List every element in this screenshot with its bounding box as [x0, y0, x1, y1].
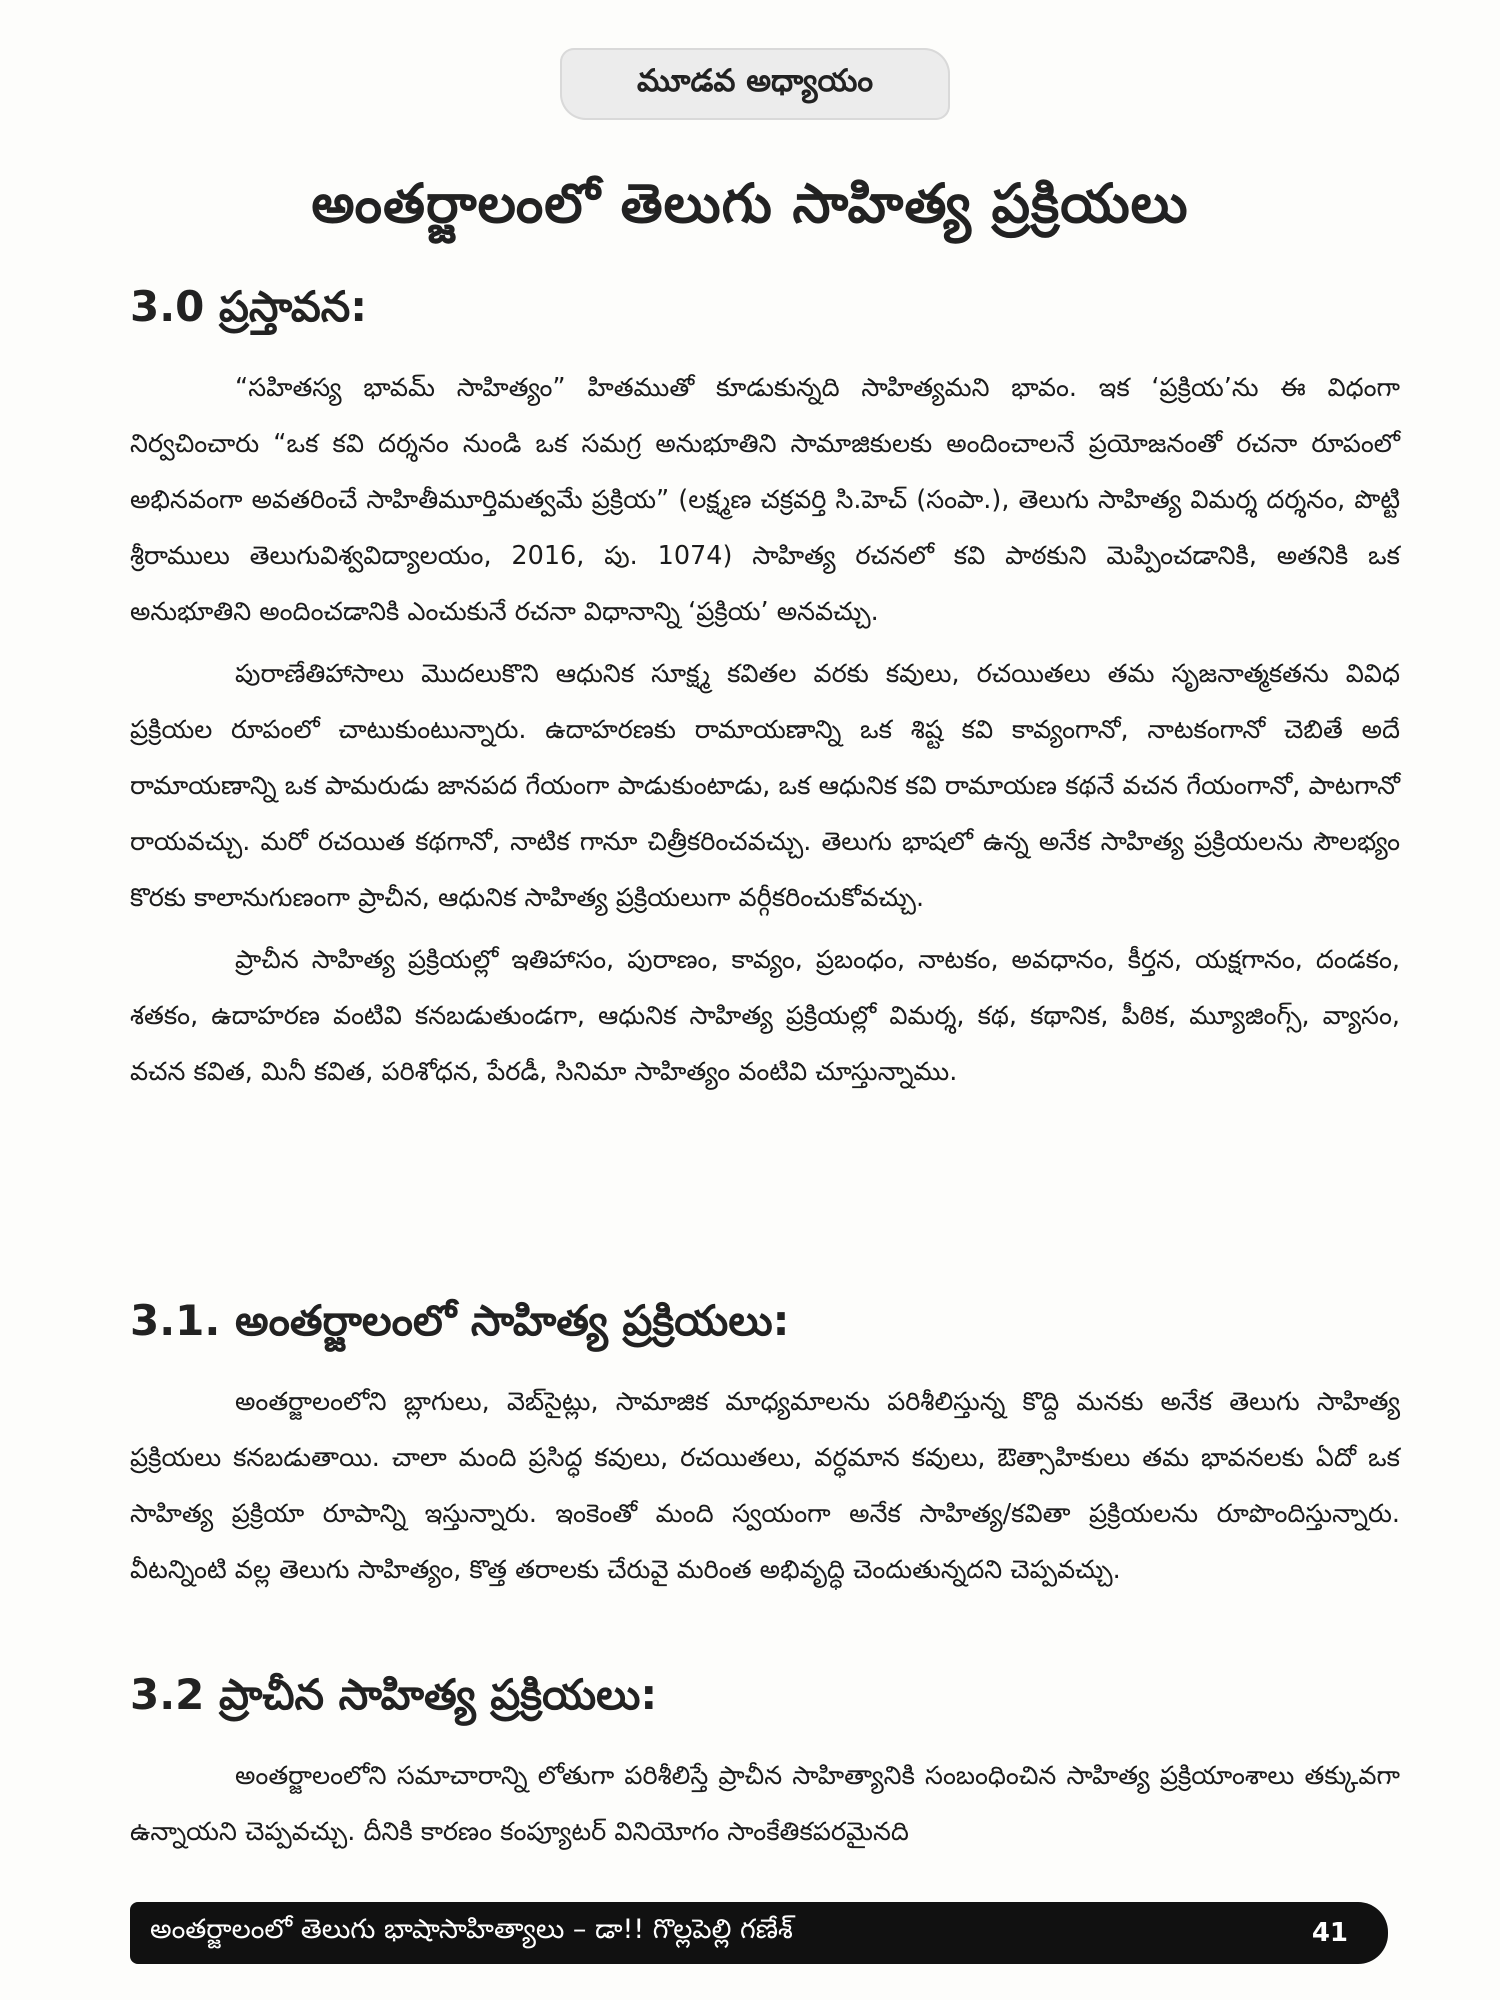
- section-3-2: [130, 1670, 1400, 1866]
- paragraph: “సహితస్య భావమ్ సాహిత్యం” హితముతో కూడుకున్నది సాహిత్యమని భావం. ఇక ‘ప్రక్రియ’ను ఈ విధంగా నిర్వచించారు “ఒక కవి దర్శనం నుండి ఒక సమగ్ర అనుభూతిని సామాజికులకు అందించాలనే ప్రయోజనంతో రచనా రూపంలో అభినవంగా అవతరించే సాహితీమూర్తిమత్వమే ప్రక్రియ” (లక్ష్మణ చక్రవర్తి సి.హెచ్ (సంపా.), తెలుగు సాహిత్య విమర్శ దర్శనం, పొట్టి శ్రీరాములు తెలుగువిశ్వవిద్యాలయం, 2016, పు. 1074) సాహిత్య రచనలో కవి పాఠకుని మెప్పించడానికి, అతనికి ఒక అనుభూతిని అందించడానికి ఎంచుకునే రచనా విధానాన్ని ‘ప్రక్రియ’ అనవచ్చు.: [130, 373, 1400, 627]
- section-3-0: [130, 282, 1400, 1106]
- paragraph: పురాణేతిహాసాలు మొదలుకొని ఆధునిక సూక్ష్మ కవితల వరకు కవులు, రచయితలు తమ సృజనాత్మకతను వివిధ ప్రక్రియల రూపంలో చాటుకుంటున్నారు. ఉదాహరణకు రామాయణాన్ని ఒక శిష్ట కవి కావ్యంగానో, నాటకంగానో చెబితే అదే రామాయణాన్ని ఒక పామరుడు జానపద గేయంగా పాడుకుంటాడు, ఒక ఆధునిక కవి రామాయణ కథనే వచన గేయంగానో, పాటగానో రాయవచ్చు. మరో రచయిత కథగానో, నాటిక గానూ చిత్రీకరించవచ్చు. తెలుగు భాషలో ఉన్న అనేక సాహిత్య ప్రక్రియలను సౌలభ్యం కొరకు కాలానుగుణంగా ప్రాచీన, ఆధునిక సాహిత్య ప్రక్రియలుగా వర్గీకరించుకోవచ్చు.: [130, 659, 1400, 913]
- paragraph: అంతర్జాలంలోని బ్లాగులు, వెబ్‌సైట్లు, సామాజిక మాధ్యమాలను పరిశీలిస్తున్న కొద్ది మనకు అనేక తెలుగు సాహిత్య ప్రక్రియలు కనబడుతాయి. చాలా మంది ప్రసిద్ధ కవులు, రచయితలు, వర్ధమాన కవులు, ఔత్సాహికులు తమ భావనలకు ఏదో ఒక సాహిత్య ప్రక్రియా రూపాన్ని ఇస్తున్నారు. ఇంకెంతో మంది స్వయంగా అనేక సాహిత్య/కవితా ప్రక్రియలను రూపొందిస్తున్నారు. వీటన్నింటి వల్ల తెలుగు సాహిత్యం, కొత్త తరాలకు చేరువై మరింత అభివృద్ధి చెందుతున్నదని చెప్పవచ్చు.: [130, 1387, 1400, 1585]
- footer-text: అంతర్జాలంలో తెలుగు భాషాసాహిత్యాలు – డా!! గొల్లపెల్లి గణేశ్: [150, 1914, 793, 1945]
- paragraph: అంతర్జాలంలోని సమాచారాన్ని లోతుగా పరిశీలిస్తే ప్రాచీన సాహిత్యానికి సంబంధించిన సాహిత్య ప్రక్రియాంశాలు తక్కువగా ఉన్నాయని చెప్పవచ్చు. దీనికి కారణం కంప్యూటర్ వినియోగం సాంకేతికపరమైనది: [130, 1761, 1400, 1847]
- paragraph: ప్రాచీన సాహిత్య ప్రక్రియల్లో ఇతిహాసం, పురాణం, కావ్యం, ప్రబంధం, నాటకం, అవధానం, కీర్తన, యక్షగానం, దండకం, శతకం, ఉదాహరణ వంటివి కనబడుతుండగా, ఆధునిక సాహిత్య ప్రక్రియల్లో విమర్శ, కథ, కథానిక, పీఠిక, మ్యూజింగ్స్, వ్యాసం, వచన కవిత, మినీ కవిత, పరిశోధన, పేరడీ, సినిమా సాహిత్యం వంటివి చూస్తున్నాము.: [130, 945, 1400, 1087]
- chapter-label: మూడవ అధ్యాయం: [560, 48, 950, 120]
- section-heading: 3.2 ప్రాచీన సాహిత్య ప్రక్రియలు:: [130, 1670, 658, 1719]
- footer-bar: [130, 1902, 1388, 1964]
- section-heading: 3.0 ప్రస్తావన:: [130, 282, 368, 331]
- page-number: 41: [1311, 1918, 1348, 1948]
- section-3-1: [130, 1296, 1400, 1604]
- section-heading: 3.1. అంతర్జాలంలో సాహిత్య ప్రక్రియలు:: [130, 1296, 790, 1345]
- page-title: అంతర్జాలంలో తెలుగు సాహిత్య ప్రక్రియలు: [311, 172, 1189, 235]
